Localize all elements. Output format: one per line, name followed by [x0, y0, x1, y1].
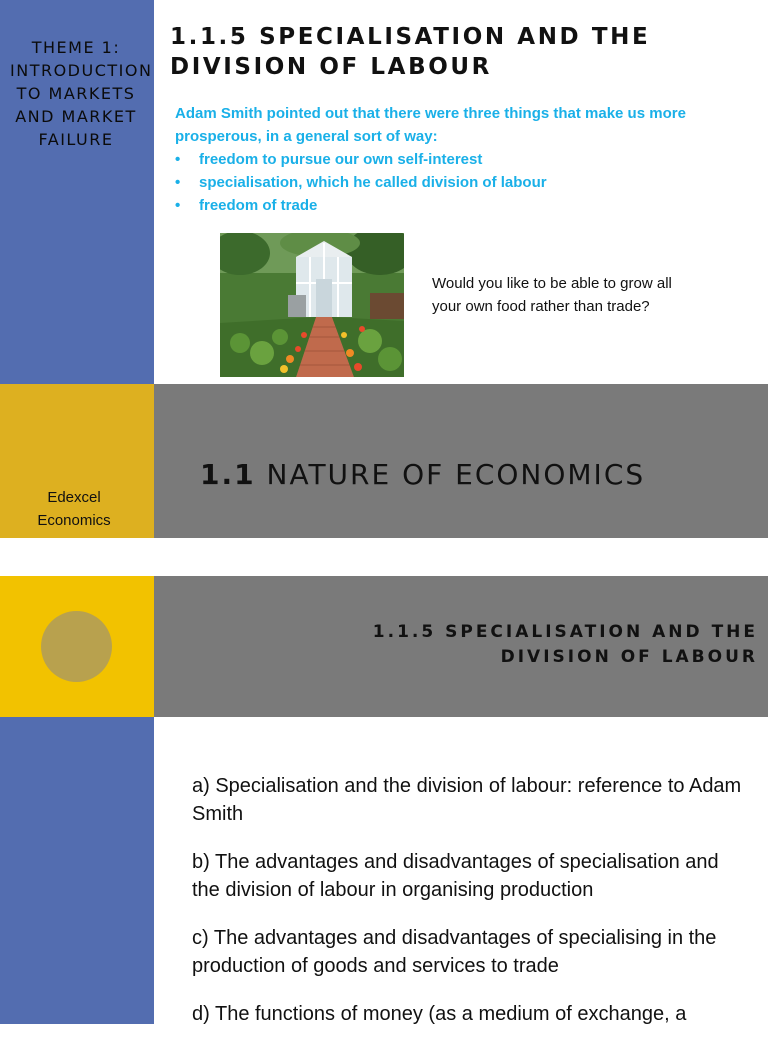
theme-label: THEME 1: INTRODUCTION TO MARKETS AND MARKET FAILURE — [10, 38, 153, 149]
bullet-list — [175, 148, 735, 217]
bullet-icon: • — [175, 151, 181, 168]
bullet-text: freedom to pursue our own self-interest — [199, 151, 483, 168]
heading-number: 1.1 — [200, 458, 256, 491]
greenhouse-garden-photo — [220, 233, 404, 377]
bullet-item — [175, 148, 735, 171]
bullet-icon: • — [175, 174, 181, 191]
slide3-title: 1.1.5 SPECIALISATION AND THE DIVISION OF LABOUR — [372, 622, 758, 667]
list-item: b) The advantages and disadvantages of specialisation and the division of labour in organising production — [192, 851, 719, 901]
slide1-title: 1.1.5 SPECIALISATION AND THE DIVISION OF LABOUR — [170, 24, 651, 80]
bullet-item — [175, 194, 735, 217]
bullet-text: freedom of trade — [199, 197, 318, 214]
heading-text: NATURE OF ECONOMICS — [266, 458, 646, 491]
content-list — [192, 772, 752, 1048]
slide2-heading — [200, 458, 760, 491]
question-text: Would you like to be able to grow all your own food rather than trade? — [432, 275, 672, 315]
bullet-text: specialisation, which he called division of labour — [199, 174, 547, 191]
list-item: d) The functions of money (as a medium of exchange, a — [192, 1003, 687, 1025]
list-item: a) Specialisation and the division of labour: reference to Adam Smith — [192, 775, 742, 825]
bullet-icon: • — [175, 197, 181, 214]
slide3-sidebar — [0, 717, 154, 1024]
bullet-item — [175, 171, 735, 194]
intro-text: Adam Smith pointed out that there were three things that make us more prosperous, in a general sort of way: — [175, 105, 686, 145]
list-item: c) The advantages and disadvantages of specialising in the production of goods and services to trade — [192, 927, 717, 977]
board-label: Edexcel Economics — [37, 489, 111, 529]
decorative-circle — [41, 611, 112, 682]
